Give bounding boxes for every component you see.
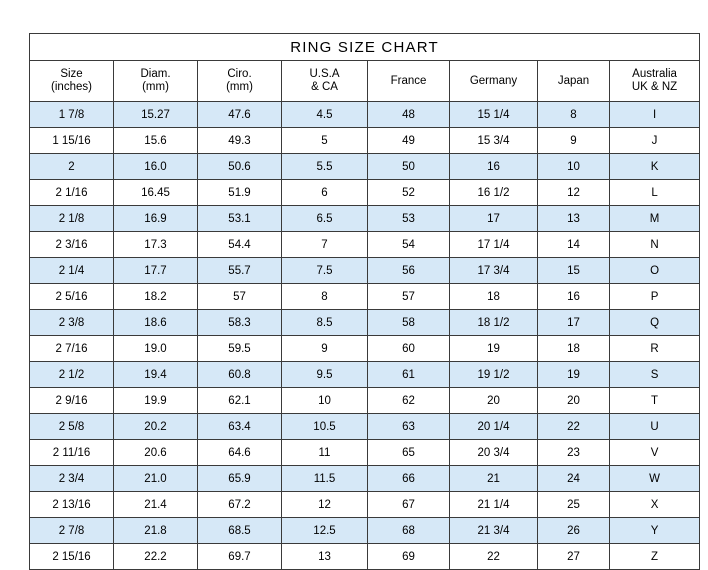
table-cell: 19.0	[114, 336, 198, 362]
table-cell: 12.5	[282, 518, 368, 544]
table-row	[30, 232, 700, 258]
table-cell: O	[610, 258, 700, 284]
table-cell: 19	[450, 336, 538, 362]
table-cell: 15.6	[114, 128, 198, 154]
column-header: Germany	[450, 61, 538, 102]
table-cell: 2 1/16	[30, 180, 114, 206]
table-cell: 54	[368, 232, 450, 258]
table-cell: 62	[368, 388, 450, 414]
table-cell: 62.1	[198, 388, 282, 414]
column-header: Japan	[538, 61, 610, 102]
table-row	[30, 492, 700, 518]
table-row	[30, 102, 700, 128]
table-cell: 8	[282, 284, 368, 310]
table-cell: 17.7	[114, 258, 198, 284]
table-cell: 59.5	[198, 336, 282, 362]
table-row	[30, 362, 700, 388]
table-cell: 21.8	[114, 518, 198, 544]
table-row	[30, 544, 700, 570]
table-cell: 15 1/4	[450, 102, 538, 128]
table-row	[30, 466, 700, 492]
table-cell: 16 1/2	[450, 180, 538, 206]
table-cell: 58.3	[198, 310, 282, 336]
table-cell: 2 3/16	[30, 232, 114, 258]
table-cell: 21.0	[114, 466, 198, 492]
table-cell: 67	[368, 492, 450, 518]
table-cell: 57	[198, 284, 282, 310]
table-cell: 2	[30, 154, 114, 180]
table-cell: 61	[368, 362, 450, 388]
table-cell: 58	[368, 310, 450, 336]
table-cell: 18 1/2	[450, 310, 538, 336]
table-cell: 49.3	[198, 128, 282, 154]
column-header: Diam. (mm)	[114, 61, 198, 102]
table-cell: Z	[610, 544, 700, 570]
table-cell: 64.6	[198, 440, 282, 466]
chart-title: RING SIZE CHART	[30, 34, 700, 61]
table-cell: 2 9/16	[30, 388, 114, 414]
table-cell: 14	[538, 232, 610, 258]
table-cell: 17 1/4	[450, 232, 538, 258]
table-cell: 16	[538, 284, 610, 310]
table-cell: 20 3/4	[450, 440, 538, 466]
column-header: France	[368, 61, 450, 102]
table-cell: 18	[450, 284, 538, 310]
table-cell: 19.9	[114, 388, 198, 414]
table-cell: 2 11/16	[30, 440, 114, 466]
column-header: Australia UK & NZ	[610, 61, 700, 102]
table-cell: 49	[368, 128, 450, 154]
table-cell: 16	[450, 154, 538, 180]
table-cell: 19.4	[114, 362, 198, 388]
column-header: Ciro. (mm)	[198, 61, 282, 102]
table-cell: 2 5/8	[30, 414, 114, 440]
chart-title-row	[30, 34, 700, 61]
table-cell: 10	[282, 388, 368, 414]
table-cell: 67.2	[198, 492, 282, 518]
table-cell: 5	[282, 128, 368, 154]
table-cell: 20.6	[114, 440, 198, 466]
table-cell: 60	[368, 336, 450, 362]
table-cell: 23	[538, 440, 610, 466]
table-cell: 47.6	[198, 102, 282, 128]
table-cell: 9.5	[282, 362, 368, 388]
table-cell: L	[610, 180, 700, 206]
table-cell: 18.2	[114, 284, 198, 310]
table-cell: 2 1/4	[30, 258, 114, 284]
table-cell: 21	[450, 466, 538, 492]
table-cell: 19	[538, 362, 610, 388]
table-cell: 57	[368, 284, 450, 310]
table-cell: 13	[282, 544, 368, 570]
table-cell: Q	[610, 310, 700, 336]
table-cell: 69	[368, 544, 450, 570]
table-row	[30, 128, 700, 154]
table-row	[30, 440, 700, 466]
table-row	[30, 258, 700, 284]
table-cell: 16.45	[114, 180, 198, 206]
table-row	[30, 284, 700, 310]
table-cell: U	[610, 414, 700, 440]
table-cell: 2 3/8	[30, 310, 114, 336]
table-cell: T	[610, 388, 700, 414]
table-cell: 54.4	[198, 232, 282, 258]
table-cell: K	[610, 154, 700, 180]
table-cell: 2 1/2	[30, 362, 114, 388]
table-cell: 20.2	[114, 414, 198, 440]
table-cell: M	[610, 206, 700, 232]
table-cell: 17	[450, 206, 538, 232]
table-cell: 2 15/16	[30, 544, 114, 570]
table-cell: 50.6	[198, 154, 282, 180]
table-cell: 18.6	[114, 310, 198, 336]
table-row	[30, 310, 700, 336]
table-cell: 15 3/4	[450, 128, 538, 154]
table-cell: 10	[538, 154, 610, 180]
table-cell: N	[610, 232, 700, 258]
table-cell: 25	[538, 492, 610, 518]
table-cell: 17 3/4	[450, 258, 538, 284]
table-cell: 1 7/8	[30, 102, 114, 128]
table-row	[30, 154, 700, 180]
table-cell: R	[610, 336, 700, 362]
table-cell: S	[610, 362, 700, 388]
column-header: U.S.A & CA	[282, 61, 368, 102]
table-cell: 51.9	[198, 180, 282, 206]
table-cell: 68	[368, 518, 450, 544]
table-cell: 2 7/8	[30, 518, 114, 544]
table-cell: 1 15/16	[30, 128, 114, 154]
table-cell: 26	[538, 518, 610, 544]
table-cell: 15.27	[114, 102, 198, 128]
table-cell: 21.4	[114, 492, 198, 518]
table-cell: 7	[282, 232, 368, 258]
table-row	[30, 336, 700, 362]
table-cell: 66	[368, 466, 450, 492]
table-cell: 13	[538, 206, 610, 232]
table-cell: 15	[538, 258, 610, 284]
table-cell: 16.0	[114, 154, 198, 180]
table-cell: 11.5	[282, 466, 368, 492]
table-cell: 2 5/16	[30, 284, 114, 310]
table-row	[30, 414, 700, 440]
ring-size-chart	[29, 33, 679, 570]
table-cell: 8.5	[282, 310, 368, 336]
table-cell: 53	[368, 206, 450, 232]
table-cell: 5.5	[282, 154, 368, 180]
table-cell: 63.4	[198, 414, 282, 440]
table-cell: 10.5	[282, 414, 368, 440]
table-cell: 19 1/2	[450, 362, 538, 388]
table-cell: 22	[450, 544, 538, 570]
column-header: Size (inches)	[30, 61, 114, 102]
table-cell: 6	[282, 180, 368, 206]
table-cell: X	[610, 492, 700, 518]
table-cell: 24	[538, 466, 610, 492]
table-cell: 12	[538, 180, 610, 206]
table-cell: 52	[368, 180, 450, 206]
table-cell: 4.5	[282, 102, 368, 128]
table-cell: 2 7/16	[30, 336, 114, 362]
table-cell: 18	[538, 336, 610, 362]
ring-size-table	[29, 33, 700, 570]
table-cell: P	[610, 284, 700, 310]
table-cell: J	[610, 128, 700, 154]
table-cell: 65.9	[198, 466, 282, 492]
table-cell: 2 13/16	[30, 492, 114, 518]
table-cell: 17.3	[114, 232, 198, 258]
table-cell: 6.5	[282, 206, 368, 232]
table-cell: V	[610, 440, 700, 466]
table-cell: 69.7	[198, 544, 282, 570]
table-cell: 8	[538, 102, 610, 128]
table-cell: 60.8	[198, 362, 282, 388]
table-cell: 68.5	[198, 518, 282, 544]
table-header-row	[30, 61, 700, 102]
table-cell: 53.1	[198, 206, 282, 232]
table-row	[30, 388, 700, 414]
table-cell: I	[610, 102, 700, 128]
table-cell: 22.2	[114, 544, 198, 570]
table-cell: 65	[368, 440, 450, 466]
table-cell: 56	[368, 258, 450, 284]
table-cell: 63	[368, 414, 450, 440]
table-cell: 2 3/4	[30, 466, 114, 492]
table-cell: 21 1/4	[450, 492, 538, 518]
table-cell: 22	[538, 414, 610, 440]
table-cell: 21 3/4	[450, 518, 538, 544]
table-row	[30, 180, 700, 206]
table-cell: 55.7	[198, 258, 282, 284]
table-cell: 7.5	[282, 258, 368, 284]
table-cell: 20 1/4	[450, 414, 538, 440]
table-cell: 9	[282, 336, 368, 362]
table-cell: 20	[538, 388, 610, 414]
table-cell: 2 1/8	[30, 206, 114, 232]
table-cell: 11	[282, 440, 368, 466]
table-cell: 16.9	[114, 206, 198, 232]
table-cell: 27	[538, 544, 610, 570]
table-cell: Y	[610, 518, 700, 544]
table-cell: 50	[368, 154, 450, 180]
table-cell: 48	[368, 102, 450, 128]
table-cell: 20	[450, 388, 538, 414]
table-cell: 12	[282, 492, 368, 518]
table-cell: W	[610, 466, 700, 492]
table-row	[30, 206, 700, 232]
table-cell: 17	[538, 310, 610, 336]
table-cell: 9	[538, 128, 610, 154]
table-row	[30, 518, 700, 544]
